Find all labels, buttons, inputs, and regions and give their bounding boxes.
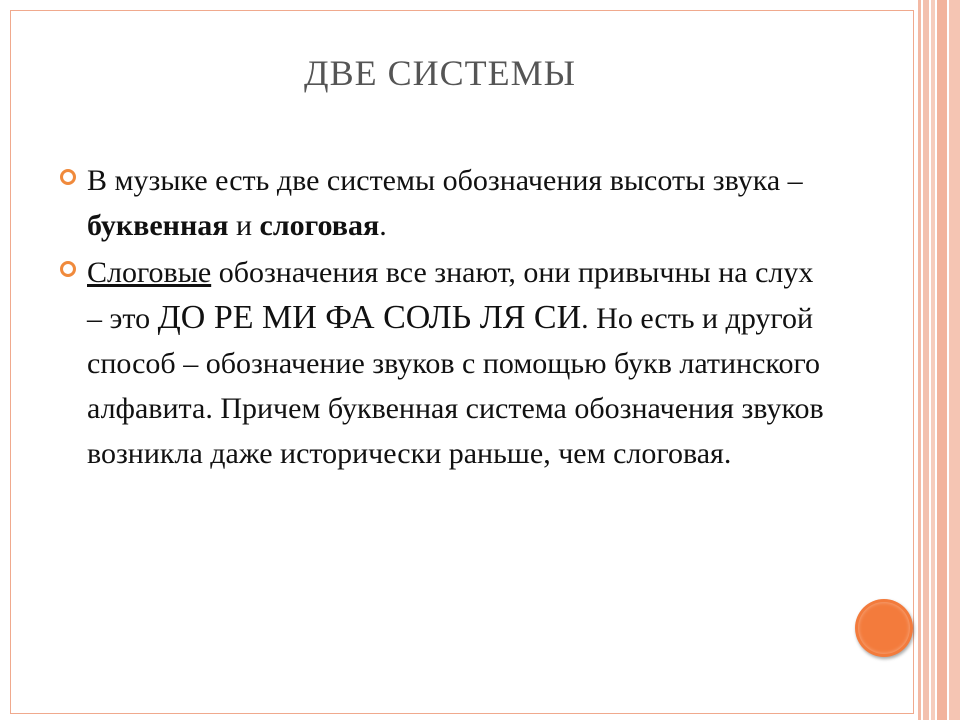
bullet-circle-icon [60,169,76,185]
bullet-item [60,250,830,476]
bullet-bold-text: буквенная [87,209,229,242]
decorative-stripe [918,0,921,720]
slide-title: ДВЕ СИСТЕМЫ [304,53,576,93]
orange-circle-decoration [855,599,913,657]
bullet-text: . Но есть и другой способ – обозначение звуков с помощью букв латинского алфавита. Причем буквенная система обозначения звуков возникла даже исторически раньше, чем слоговая. [87,302,824,470]
decorative-stripe [931,0,935,720]
bullet-item [60,158,830,248]
bullet-circle-icon [60,261,76,277]
decorative-stripe [949,0,960,720]
slide-content [60,158,830,478]
bullet-bold-text: слоговая [259,209,380,242]
decorative-stripe [937,0,947,720]
decorative-stripe [923,0,929,720]
bullet-underlined-text: Слоговые [87,256,212,289]
bullet-text: В музыке есть две системы обозначения высоты звука – [87,164,803,197]
bullet-text: . [379,209,387,242]
note-names: ДО РЕ МИ ФА СОЛЬ ЛЯ СИ [157,299,582,336]
bullet-text: обозначения все знают, они привычны на слух – это [87,256,814,335]
bullet-text: и [228,209,260,242]
